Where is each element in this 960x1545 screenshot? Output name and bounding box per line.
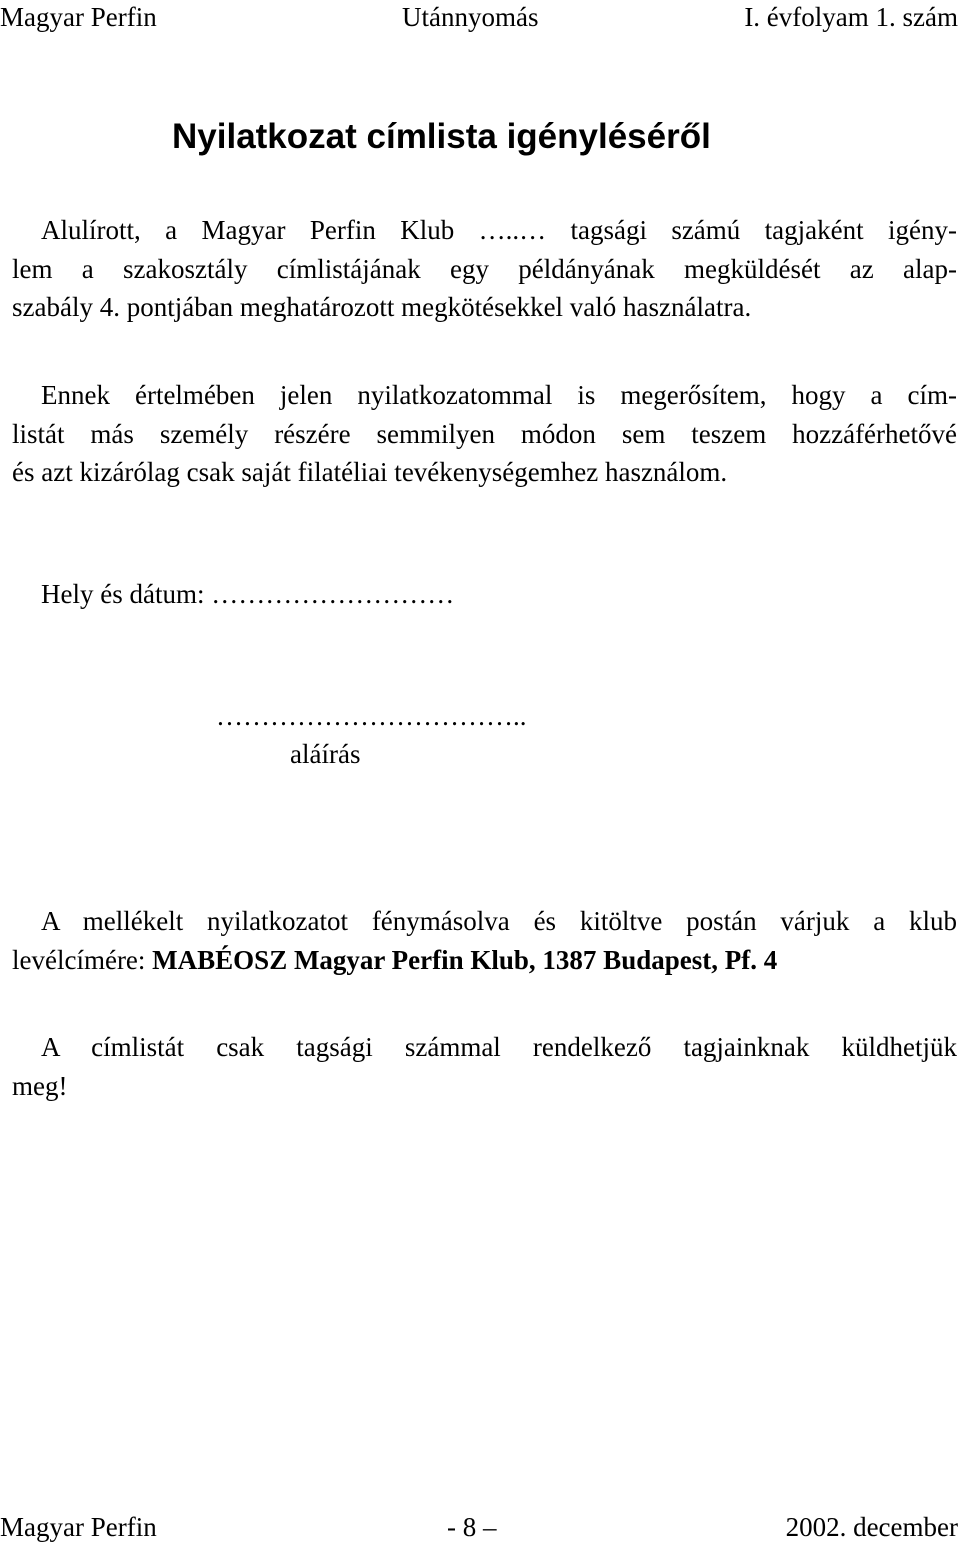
paragraph-line: Ennek értelmében jelen nyilatkozatommal is megerősítem, hogy a cím- [41,380,957,410]
place-date-field [41,575,454,613]
paragraph-line: A címlistát csak tagsági számmal rendelkező tagjainknak küldhetjük [41,1032,957,1062]
paragraph-line: lem a szakosztály címlistájának egy példányának megküldését az alap- [12,253,957,284]
paragraph-line: meg! [12,1070,68,1101]
paragraph-line: Alulírott, a Magyar Perfin Klub …..… tagsági számú tagjaként igény- [41,215,957,245]
footer-left: Magyar Perfin [0,1512,157,1542]
page-number: - 8 – [447,1512,497,1542]
paragraph-line: listát más személy részére semmilyen módon sem teszem hozzáférhetővé [12,418,957,449]
paragraph-line: szabály 4. pontjában meghatározott megkötésekkel való használatra. [12,292,752,322]
header-left: Magyar Perfin [0,2,157,32]
paragraph-notice [12,1028,957,1105]
paragraph-line: és azt kizárólag csak saját filatéliai tevékenységemhez használom. [12,457,728,487]
footer-right: 2002. december [785,1512,958,1542]
place-date-dots: ……………………… [211,579,455,609]
page-title: Nyilatkozat címlista igényléséről [172,117,711,156]
place-date-label: Hely és dátum: [41,579,205,609]
club-address: MABÉOSZ Magyar Perfin Klub, 1387 Budapest, Pf. 4 [152,944,778,975]
paragraph-request [12,211,957,327]
paragraph-line [12,941,957,980]
signature-label: aláírás [290,739,361,769]
paragraph-mailing [12,902,957,979]
address-prefix: levélcímére: [12,944,153,975]
signature-dots: …………………………….. [216,701,527,731]
header-center: Utánnyomás [402,2,539,32]
paragraph-line: A mellékelt nyilatkozatot fénymásolva és kitöltve postán várjuk a klub [41,906,957,936]
header-right: I. évfolyam 1. szám [744,2,958,32]
paragraph-declaration [12,376,957,492]
